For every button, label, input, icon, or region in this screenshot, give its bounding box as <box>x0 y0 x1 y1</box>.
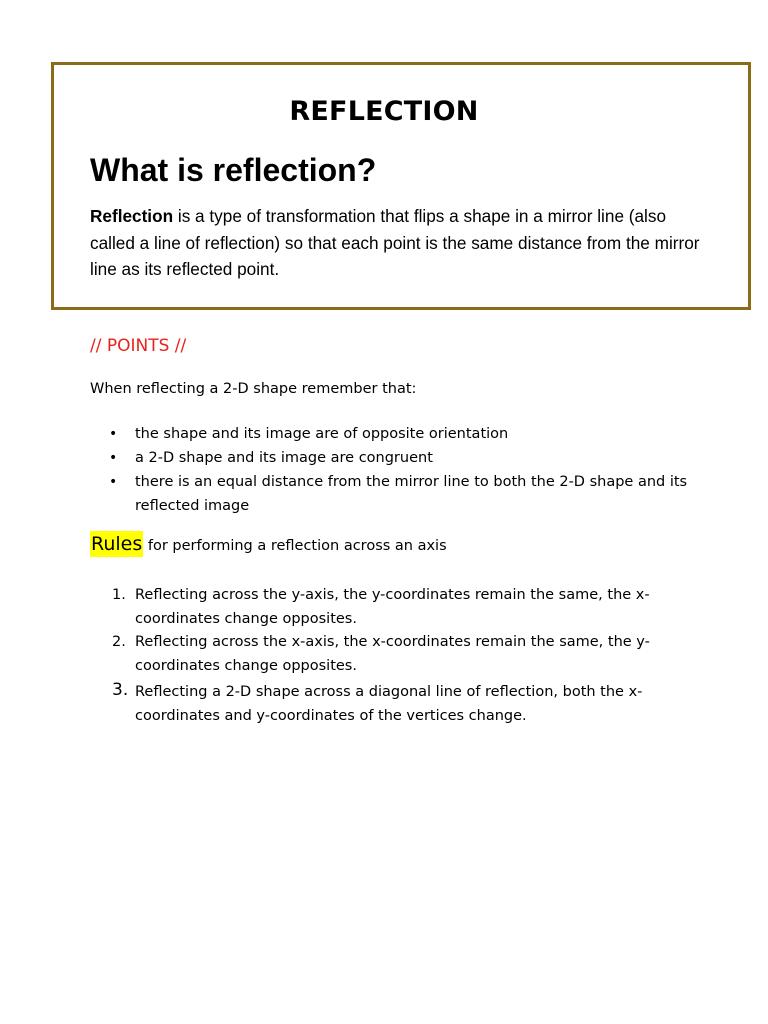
rules-intro <box>90 533 447 555</box>
bullet-icon: • <box>109 426 118 442</box>
points-label: // POINTS // <box>90 336 187 356</box>
list-item <box>90 470 690 518</box>
bullet-text: a 2-D shape and its image are congruent <box>135 450 433 466</box>
rules-highlight: Rules <box>91 533 143 555</box>
list-item <box>90 446 690 470</box>
bullet-icon: • <box>109 474 118 490</box>
item-number: 2. <box>112 634 126 650</box>
list-item <box>90 631 690 678</box>
definition-heading: What is reflection? <box>90 152 377 188</box>
item-text: Reflecting a 2-D shape across a diagonal line of reflection, both the x-coordinates and y-coordinates of the vertices change. <box>135 684 643 724</box>
page-title: REFLECTION <box>289 96 479 127</box>
item-text: Reflecting across the x-axis, the x-coordinates remain the same, the y-coordinates change opposites. <box>135 634 650 674</box>
bullet-text: there is an equal distance from the mirror line to both the 2-D shape and its reflected image <box>135 474 688 514</box>
item-text: Reflecting across the y-axis, the y-coordinates remain the same, the x-coordinates change opposites. <box>135 587 650 627</box>
bullet-text: the shape and its image are of opposite orientation <box>135 426 509 442</box>
numbered-list <box>90 584 690 728</box>
list-item <box>90 681 690 728</box>
definition-paragraph <box>90 203 710 283</box>
item-number: 1. <box>112 587 126 603</box>
rules-text: for performing a reflection across an axis <box>143 538 447 554</box>
bullet-list <box>90 422 690 518</box>
bullet-icon: • <box>109 450 118 466</box>
list-item <box>90 584 690 631</box>
item-number: 3. <box>112 680 129 700</box>
definition-term: Reflection <box>90 206 174 226</box>
definition-text: is a type of transformation that flips a shape in a mirror line (also called a line of reflection) so that each point is the same distance from the mirror line as its reflected point. <box>90 206 700 279</box>
list-item <box>90 422 690 446</box>
intro-text: When reflecting a 2-D shape remember that: <box>90 381 417 397</box>
